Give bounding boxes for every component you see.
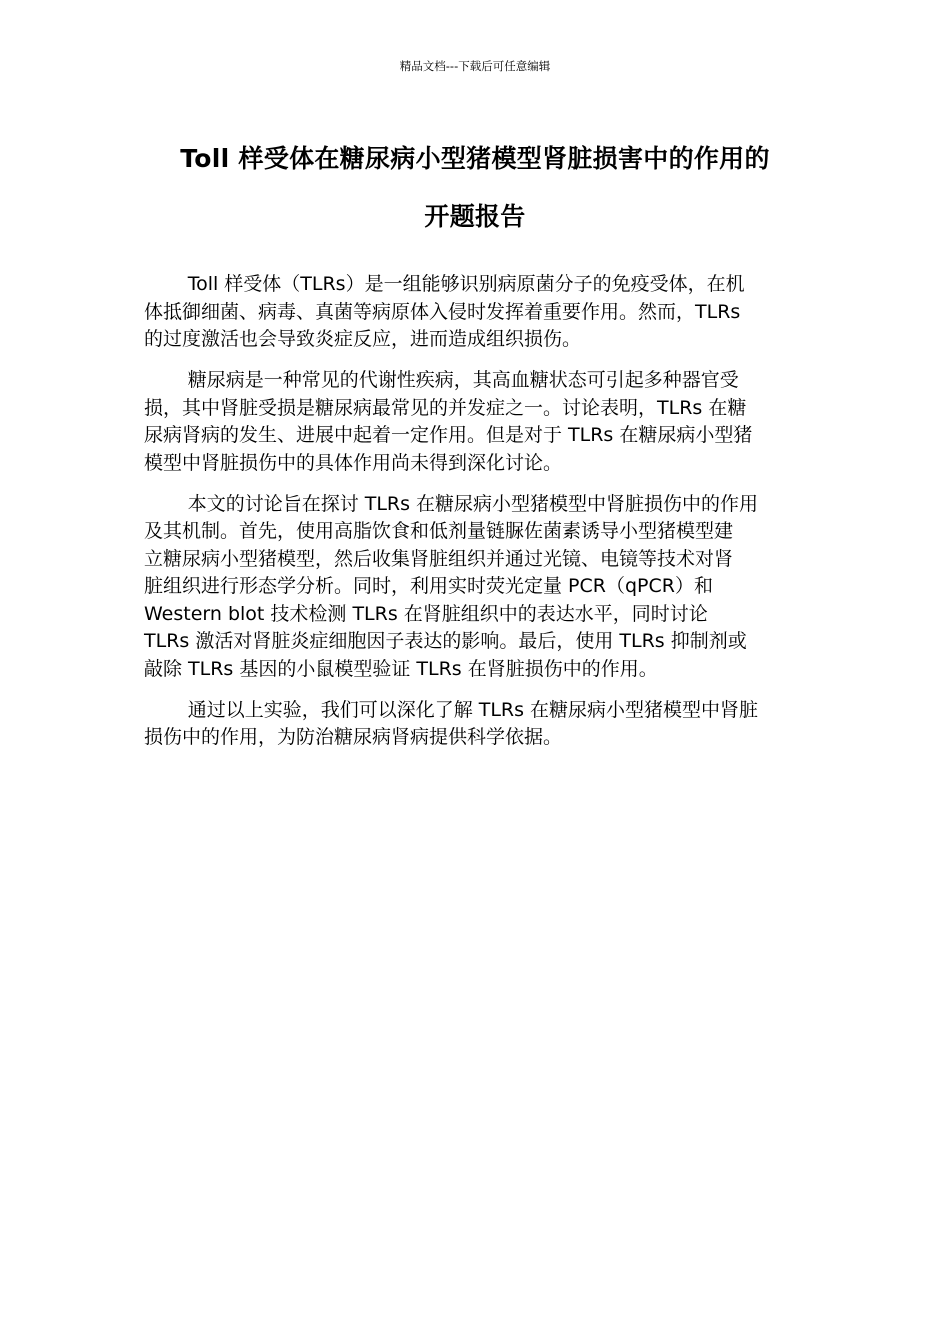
- paragraph: [144, 271, 810, 354]
- paragraph-line: 损，其中肾脏受损是糖尿病最常见的并发症之一。讨论表明，TLRs 在糖: [144, 396, 747, 419]
- paragraph: [144, 491, 810, 684]
- paragraph-line: 的过度激活也会导致炎症反应，进而造成组织损伤。: [144, 328, 582, 350]
- paragraph-line: 本文的讨论旨在探讨 TLRs 在糖尿病小型猪模型中肾脏损伤中的作用: [187, 492, 759, 515]
- paragraph-line: 脏组织进行形态学分析。同时，利用实时荧光定量 PCR（qPCR）和: [144, 575, 713, 597]
- paragraph-line: 体抵御细菌、病毒、真菌等病原体入侵时发挥着重要作用。然而，TLRs: [144, 300, 741, 323]
- paragraph-line: TLRs 激活对肾脏炎症细胞因子表达的影响。最后，使用 TLRs 抑制剂或: [144, 630, 747, 652]
- paragraph-line: 模型中肾脏损伤中的具体作用尚未得到深化讨论。: [144, 451, 563, 474]
- paragraph-line: 立糖尿病小型猪模型，然后收集肾脏组织并通过光镜、电镜等技术对肾: [144, 547, 734, 570]
- paragraph-line: 敲除 TLRs 基因的小鼠模型验证 TLRs 在肾脏损伤中的作用。: [144, 657, 658, 680]
- paragraph: [144, 697, 810, 752]
- paragraph-line: Toll 样受体（TLRs）是一组能够识别病原菌分子的免疫受体，在机: [187, 273, 745, 295]
- paragraph-line: 及其机制。首先，使用高脂饮食和低剂量链脲佐菌素诱导小型猪模型建: [144, 520, 734, 542]
- paragraph-line: 损伤中的作用，为防治糖尿病肾病提供科学依据。: [144, 726, 563, 748]
- paragraph-line: Western blot 技术检测 TLRs 在肾脏组织中的表达水平，同时讨论: [144, 602, 708, 625]
- paragraph: [144, 367, 810, 477]
- title-line: 开题报告: [424, 202, 526, 231]
- document-title: [128, 130, 822, 246]
- paragraph-line: 糖尿病是一种常见的代谢性疾病，其高血糖状态可引起多种器官受: [187, 369, 739, 391]
- paragraph-line: 尿病肾病的发生、进展中起着一定作用。但是对于 TLRs 在糖尿病小型猪: [144, 424, 753, 446]
- page-header: 精品文档---下载后可任意编辑: [399, 59, 551, 73]
- paragraph-line: 通过以上实验，我们可以深化了解 TLRs 在糖尿病小型猪模型中肾脏: [187, 698, 759, 721]
- title-line: Toll 样受体在糖尿病小型猪模型肾脏损害中的作用的: [180, 144, 770, 173]
- document-body: [144, 271, 810, 765]
